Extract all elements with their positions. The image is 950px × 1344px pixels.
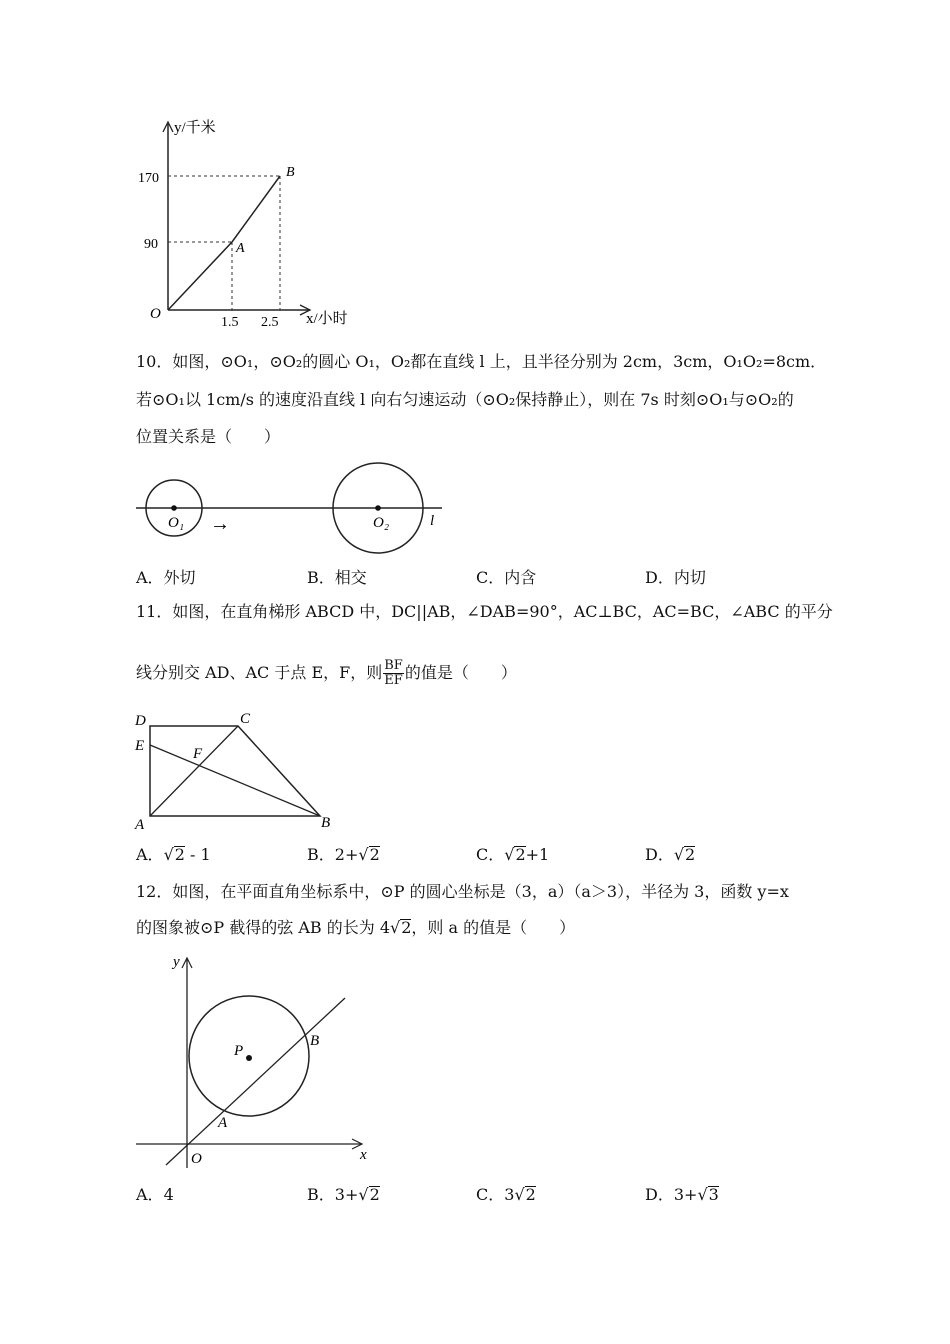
x-tick-2-5: 2.5 — [261, 315, 279, 330]
q12-text-2-post: ，则 a 的值是（ ） — [411, 918, 576, 937]
q12-radicand: 2 — [401, 918, 412, 937]
arrow-right-icon: → — [210, 513, 230, 535]
option-label: C． — [476, 845, 505, 864]
point-p-label: P — [234, 1043, 244, 1059]
option-label: A． — [136, 1185, 164, 1204]
distance-time-graph — [130, 112, 370, 337]
option-prefix: 3 — [504, 1185, 515, 1204]
option-suffix: +1 — [525, 845, 550, 864]
q11-number: 11． — [136, 602, 173, 621]
point-b-label: B — [286, 165, 295, 180]
point-a-label: A — [236, 241, 245, 256]
q11-line-1 — [136, 602, 833, 622]
option-suffix: - 1 — [184, 845, 211, 864]
q12-option-a[interactable] — [136, 1185, 174, 1205]
radicand: 2 — [515, 845, 526, 864]
o2-label: O₂ — [373, 515, 390, 531]
point-c-label: C — [240, 711, 251, 727]
q10-number: 10． — [136, 352, 173, 371]
point-f-label: F — [193, 746, 203, 762]
radicand: 2 — [525, 1185, 536, 1204]
bf-over-ef-fraction — [383, 659, 404, 688]
q11-option-b[interactable]: B．2+√2 — [307, 845, 380, 864]
q12-line-2: 的图象被⊙P 截得的弦 AB 的长为 4√2，则 a 的值是（ ） — [136, 918, 576, 937]
q11-line-2 — [136, 657, 517, 689]
fraction-denominator: EF — [384, 673, 403, 688]
line-l-label: l — [430, 513, 435, 529]
radicand: 3 — [708, 1185, 719, 1204]
y-axis-label: y/千米 — [174, 120, 216, 136]
q10-circles-figure — [130, 455, 460, 560]
option-label: B． — [307, 845, 335, 864]
radicand: 2 — [174, 845, 185, 864]
radicand: 2 — [369, 845, 380, 864]
q10-line-2: 若⊙O₁以 1cm/s 的速度沿直线 l 向右匀速运动（⊙O₂保持静止），则在 7s 时刻⊙O₁与⊙O₂的 — [136, 390, 794, 409]
option-prefix: 2+ — [334, 845, 359, 864]
option-label: C． — [476, 1185, 505, 1204]
q11-text-2-pre: 线分别交 AD、AC 于点 E，F，则 — [136, 663, 383, 682]
radicand: 2 — [685, 845, 696, 864]
option-label: D． — [645, 1185, 674, 1204]
q10-option-a[interactable]: A．外切 — [136, 568, 196, 587]
q12-coordinate-figure — [130, 950, 380, 1170]
q11-text-2-post: 的值是（ ） — [404, 663, 517, 682]
option-label: B． — [307, 1185, 335, 1204]
y-tick-90: 90 — [144, 237, 158, 252]
x-tick-1-5: 1.5 — [221, 315, 239, 330]
y-tick-170: 170 — [138, 171, 159, 186]
fraction-numerator: BF — [384, 658, 403, 673]
point-b-label: B — [321, 815, 331, 831]
q10-line-3: 位置关系是（ ） — [136, 427, 281, 446]
q12-text-2-pre: 的图象被⊙P 截得的弦 AB 的长为 4 — [136, 918, 391, 937]
q11-option-a[interactable]: A．√2 - 1 — [136, 845, 211, 864]
y-axis-label: y — [173, 954, 180, 970]
option-prefix: 3+ — [334, 1185, 359, 1204]
q10-text-1: 如图，⊙O₁，⊙O₂的圆心 O₁，O₂都在直线 l 上，且半径分别为 2cm，3cm，O₁O₂=8cm． — [172, 352, 827, 371]
q10-option-b[interactable]: B．相交 — [307, 568, 367, 587]
q11-option-d[interactable]: D．√2 — [645, 845, 696, 864]
q10-option-d[interactable]: D．内切 — [645, 568, 706, 587]
radicand: 2 — [369, 1185, 380, 1204]
q10-option-c[interactable]: C．内含 — [476, 568, 537, 587]
option-value: 4 — [163, 1185, 174, 1204]
origin-label: O — [150, 306, 161, 322]
point-e-label: E — [135, 738, 145, 754]
q11-trapezoid-figure — [130, 708, 340, 833]
q11-option-c[interactable]: C．√2+1 — [476, 845, 550, 864]
origin-label: O — [191, 1151, 202, 1167]
q10-line-1 — [136, 352, 826, 372]
q12-text-1: 如图，在平面直角坐标系中，⊙P 的圆心坐标是（3，a）（a＞3），半径为 3，函数 y=x — [172, 882, 789, 901]
q12-number: 12． — [136, 882, 173, 901]
point-a-label: A — [135, 817, 145, 833]
q12-line-1 — [136, 882, 789, 902]
option-label: D． — [645, 845, 674, 864]
point-d-label: D — [135, 713, 146, 729]
q11-text-1: 如图，在直角梯形 ABCD 中，DC||AB，∠DAB=90°，AC⊥BC，AC=BC，∠ABC 的平分 — [172, 602, 833, 621]
option-prefix: 3+ — [673, 1185, 698, 1204]
x-axis-label: x/小时 — [306, 311, 348, 327]
point-b-label: B — [310, 1033, 320, 1049]
q12-option-b[interactable]: B．3+√2 — [307, 1185, 380, 1204]
q12-option-c[interactable]: C．3√2 — [476, 1185, 536, 1204]
o1-label: O₁ — [168, 515, 185, 531]
q12-option-d[interactable]: D．3+√3 — [645, 1185, 719, 1204]
option-label: A． — [136, 845, 164, 864]
x-axis-label: x — [360, 1147, 367, 1163]
point-a-label: A — [218, 1115, 228, 1131]
